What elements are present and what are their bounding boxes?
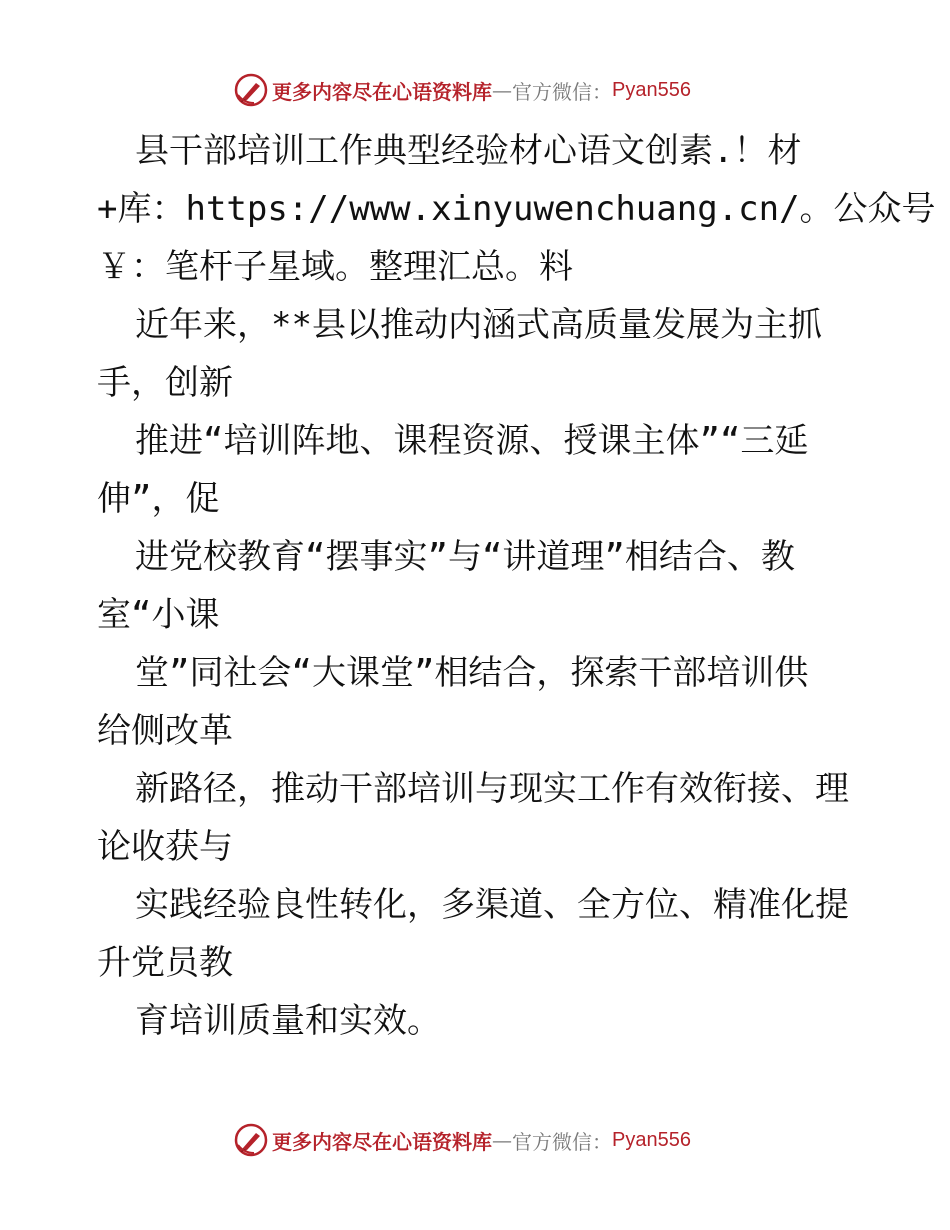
wechat-label: 官方微信： bbox=[512, 79, 612, 104]
text-line: 升党员教 bbox=[97, 943, 233, 983]
text-line: 推进“培训阵地、课程资源、授课主体”“三延 bbox=[135, 421, 809, 461]
text-line: 进党校教育“摆事实”与“讲道理”相结合、教 bbox=[135, 537, 795, 577]
wechat-label: 官方微信： bbox=[512, 1129, 612, 1154]
text-line: 论收获与 bbox=[97, 827, 233, 867]
wechat-id: Pyan556 bbox=[612, 78, 691, 101]
brand-text: 更多内容尽在心语资料库 bbox=[272, 1129, 492, 1154]
header-banner bbox=[234, 72, 691, 108]
footer-banner bbox=[234, 1122, 691, 1158]
text-line: 近年来，**县以推动内涵式高质量发展为主抓 bbox=[135, 305, 822, 345]
pen-logo-icon bbox=[234, 73, 268, 107]
banner-dash: — bbox=[492, 1128, 512, 1152]
text-line: ￥：笔杆子星域。整理汇总。料 bbox=[97, 247, 573, 287]
text-line: 室“小课 bbox=[97, 595, 220, 635]
text-line: 新路径，推动干部培训与现实工作有效衔接、理 bbox=[135, 769, 849, 809]
banner-dash: — bbox=[492, 78, 512, 102]
document-body bbox=[97, 122, 936, 1050]
text-line: 实践经验良性转化，多渠道、全方位、精准化提 bbox=[135, 885, 849, 925]
wechat-id: Pyan556 bbox=[612, 1128, 691, 1151]
text-line: 县干部培训工作典型经验材心语文创素.！材 bbox=[135, 131, 802, 171]
text-line: 育培训质量和实效。 bbox=[135, 1001, 441, 1041]
text-line: +库：https://www.xinyuwenchuang.cn/。公众号 bbox=[97, 189, 936, 229]
text-line: 给侧改革 bbox=[97, 711, 233, 751]
pen-logo-icon bbox=[234, 1123, 268, 1157]
text-line: 手，创新 bbox=[97, 363, 233, 403]
text-line: 伸”，促 bbox=[97, 479, 220, 519]
text-line: 堂”同社会“大课堂”相结合，探索干部培训供 bbox=[135, 653, 809, 693]
brand-text: 更多内容尽在心语资料库 bbox=[272, 79, 492, 104]
